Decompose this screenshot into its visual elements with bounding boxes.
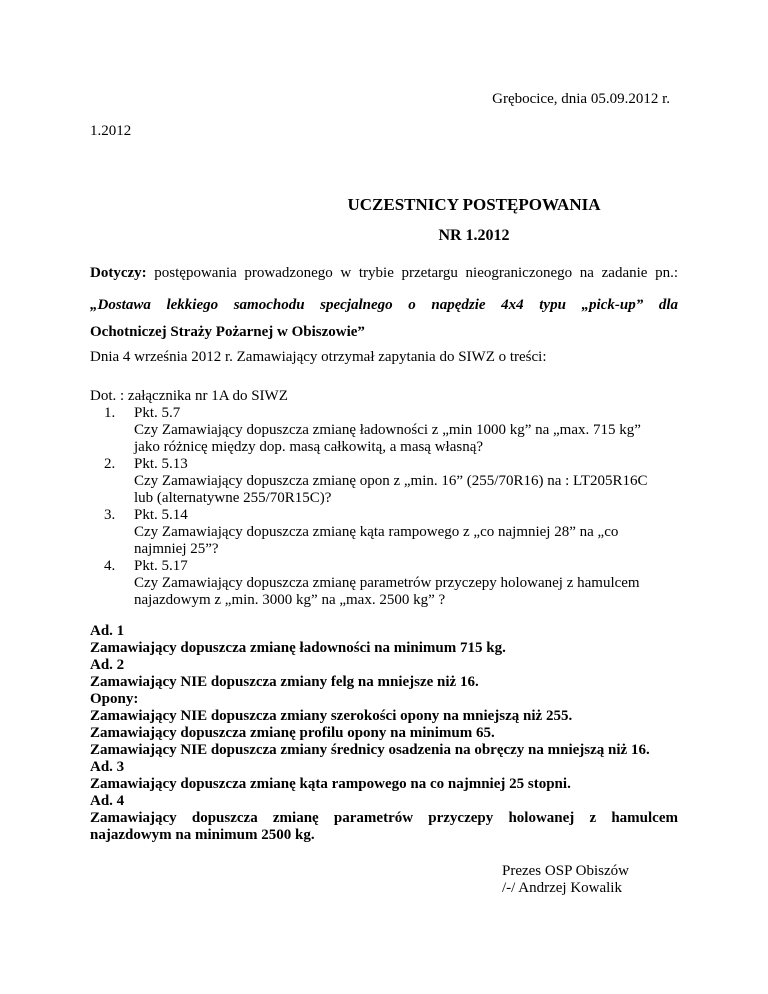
answer-line: Zamawiający dopuszcza zmianę parametrów przyczepy holowanej z hamulcem [90, 810, 678, 826]
document-title: UCZESTNICY POSTĘPOWANIA [347, 195, 601, 214]
place-date: Grębocice, dnia 05.09.2012 r. [492, 91, 670, 107]
question-pkt: Pkt. 5.7 [134, 405, 181, 421]
signature-title: Prezes OSP Obiszów [502, 863, 629, 879]
question-pkt: Pkt. 5.13 [134, 456, 188, 472]
question-number: 2. [104, 456, 116, 472]
subject-line-2: Ochotniczej Straży Pożarnej w Obiszowie” [90, 324, 365, 340]
answer-heading: Ad. 3 [90, 759, 125, 775]
question-number: 4. [104, 558, 116, 574]
question-text-line: najazdowym z „min. 3000 kg” na „max. 2500 kg” ? [134, 592, 446, 608]
dotyczy-text: postępowania prowadzonego w trybie przetargu nieograniczonego na zadanie pn.: [146, 265, 678, 281]
answer-line: najazdowym na minimum 2500 kg. [90, 827, 315, 843]
question-text-line: Czy Zamawiający dopuszcza zmianę opon z „min. 16” (255/70R16) na : LT205R16C [134, 473, 648, 489]
answer-line: Zamawiający NIE dopuszcza zmiany felg na mniejsze niż 16. [90, 674, 479, 690]
question-text-line: Czy Zamawiający dopuszcza zmianę parametrów przyczepy holowanej z hamulcem [134, 575, 640, 591]
answer-line: Zamawiający dopuszcza zmianę kąta rampowego na co najmniej 25 stopni. [90, 776, 571, 792]
answer-heading: Opony: [90, 691, 139, 707]
dotyczy-label: Dotyczy: [90, 265, 147, 281]
question-number: 1. [104, 405, 116, 421]
dotyczy-line [90, 264, 678, 282]
answer-line: Zamawiający NIE dopuszcza zmiany średnicy osadzenia na obręczy na mniejszą niż 16. [90, 742, 650, 758]
attachment-ref: Dot. : załącznika nr 1A do SIWZ [90, 388, 288, 404]
answer-line: Zamawiający dopuszcza zmianę ładowności na minimum 715 kg. [90, 640, 506, 656]
answer-heading: Ad. 1 [90, 623, 125, 639]
document-number-title: NR 1.2012 [438, 227, 510, 244]
question-text-line: jako różnicę między dop. masą całkowitą, a masą własną? [134, 439, 484, 455]
signature-name: /-/ Andrzej Kowalik [502, 880, 622, 896]
question-text-line: lub (alternatywne 255/70R15C)? [134, 490, 332, 506]
question-pkt: Pkt. 5.14 [134, 507, 188, 523]
question-pkt: Pkt. 5.17 [134, 558, 188, 574]
subject-line-1: „Dostawa lekkiego samochodu specjalnego o napędzie 4x4 typu „pick-up” dla [90, 297, 678, 313]
question-text-line: najmniej 25”? [134, 541, 219, 557]
doc-number: 1.2012 [90, 123, 132, 139]
question-number: 3. [104, 507, 116, 523]
answer-heading: Ad. 4 [90, 793, 125, 809]
question-text-line: Czy Zamawiający dopuszcza zmianę kąta rampowego z „co najmniej 28” na „co [134, 524, 619, 540]
question-text-line: Czy Zamawiający dopuszcza zmianę ładowności z „min 1000 kg” na „max. 715 kg” [134, 422, 641, 438]
answer-line: Zamawiający dopuszcza zmianę profilu opony na minimum 65. [90, 725, 495, 741]
answer-heading: Ad. 2 [90, 657, 125, 673]
answer-line: Zamawiający NIE dopuszcza zmiany szerokości opony na mniejszą niż 255. [90, 708, 573, 724]
received-line: Dnia 4 września 2012 r. Zamawiający otrzymał zapytania do SIWZ o treści: [90, 349, 547, 365]
